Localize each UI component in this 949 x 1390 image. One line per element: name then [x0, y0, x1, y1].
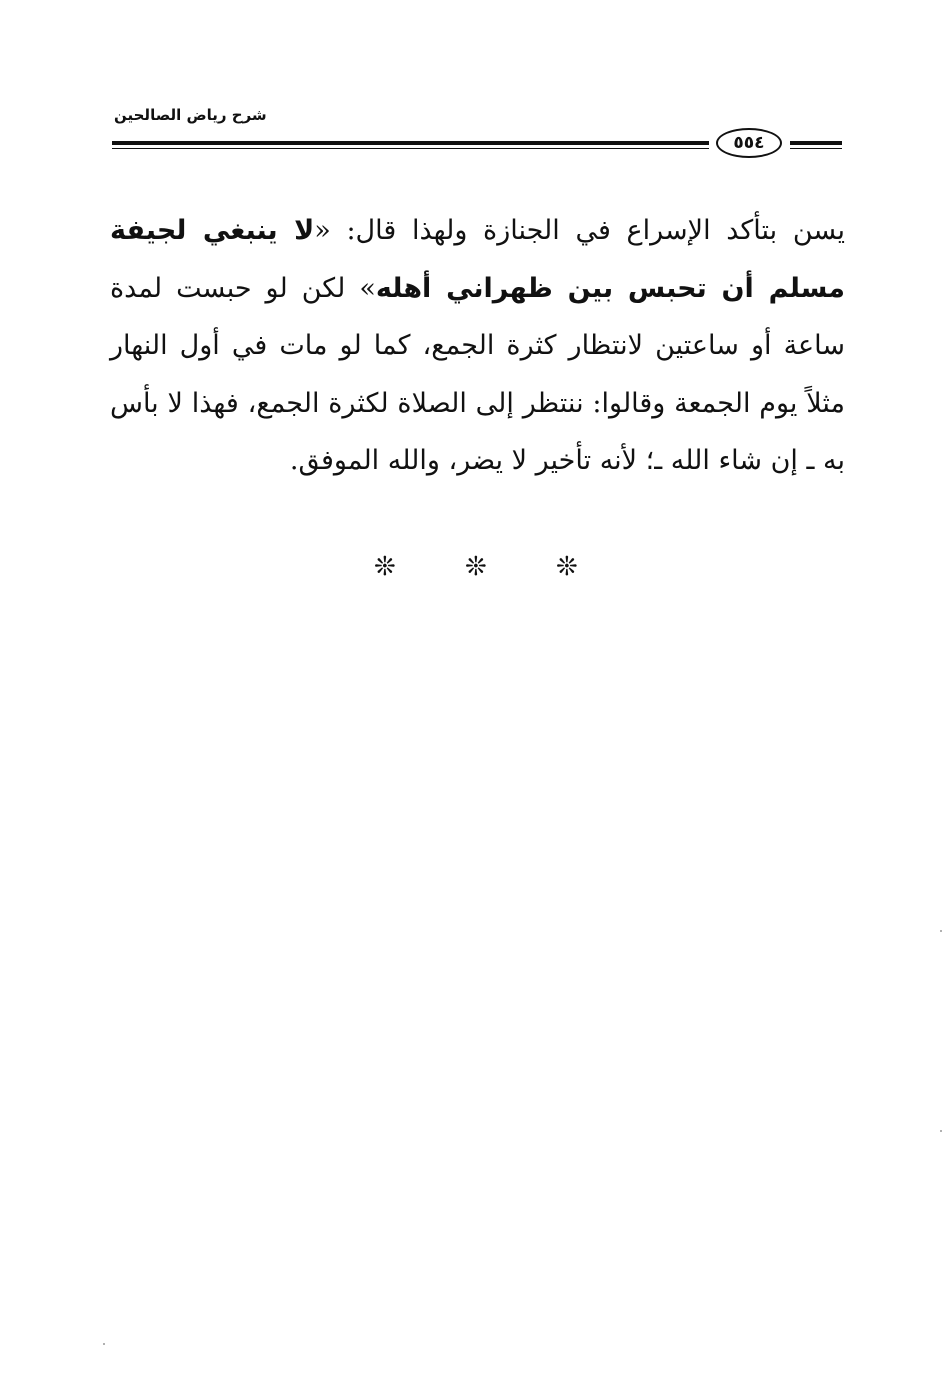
asterisk-icon: ❊	[374, 552, 396, 582]
asterisk-icon: ❊	[465, 552, 487, 582]
body-paragraph	[110, 202, 845, 490]
scan-speck	[940, 1130, 942, 1132]
paragraph-text-commentary: » لكن لو حبست لمدة ساعة أو ساعتين لانتظار كثرة الجمع، كما لو مات في أول النهار مثلاً يوم الجمعة وقالوا: ننتظر إلى الصلاة لكثرة الجمع، فهذا لا بأس به ـ إن شاء الله ـ؛ لأنه تأخير لا يضر، والله الموفق.	[110, 272, 845, 476]
scan-speck	[103, 1343, 105, 1345]
header-rule-thick	[112, 141, 709, 145]
paragraph-text-intro: يسن بتأكد الإسراع في الجنازة ولهذا قال: «	[314, 215, 845, 246]
hadith-quote: لا ينبغي لجيفة مسلم أن تحبس بين ظهراني أهله	[110, 215, 845, 304]
header-rule-right-thin	[790, 148, 842, 149]
header-rule-thin	[112, 148, 709, 149]
asterisk-icon: ❊	[556, 552, 578, 582]
page-number: ٥٥٤	[716, 128, 782, 158]
page-header	[112, 100, 842, 160]
scan-speck	[940, 930, 942, 932]
book-title: شرح رياض الصالحين	[114, 106, 267, 124]
header-rule-right-thick	[790, 141, 842, 145]
section-separator	[0, 552, 949, 592]
